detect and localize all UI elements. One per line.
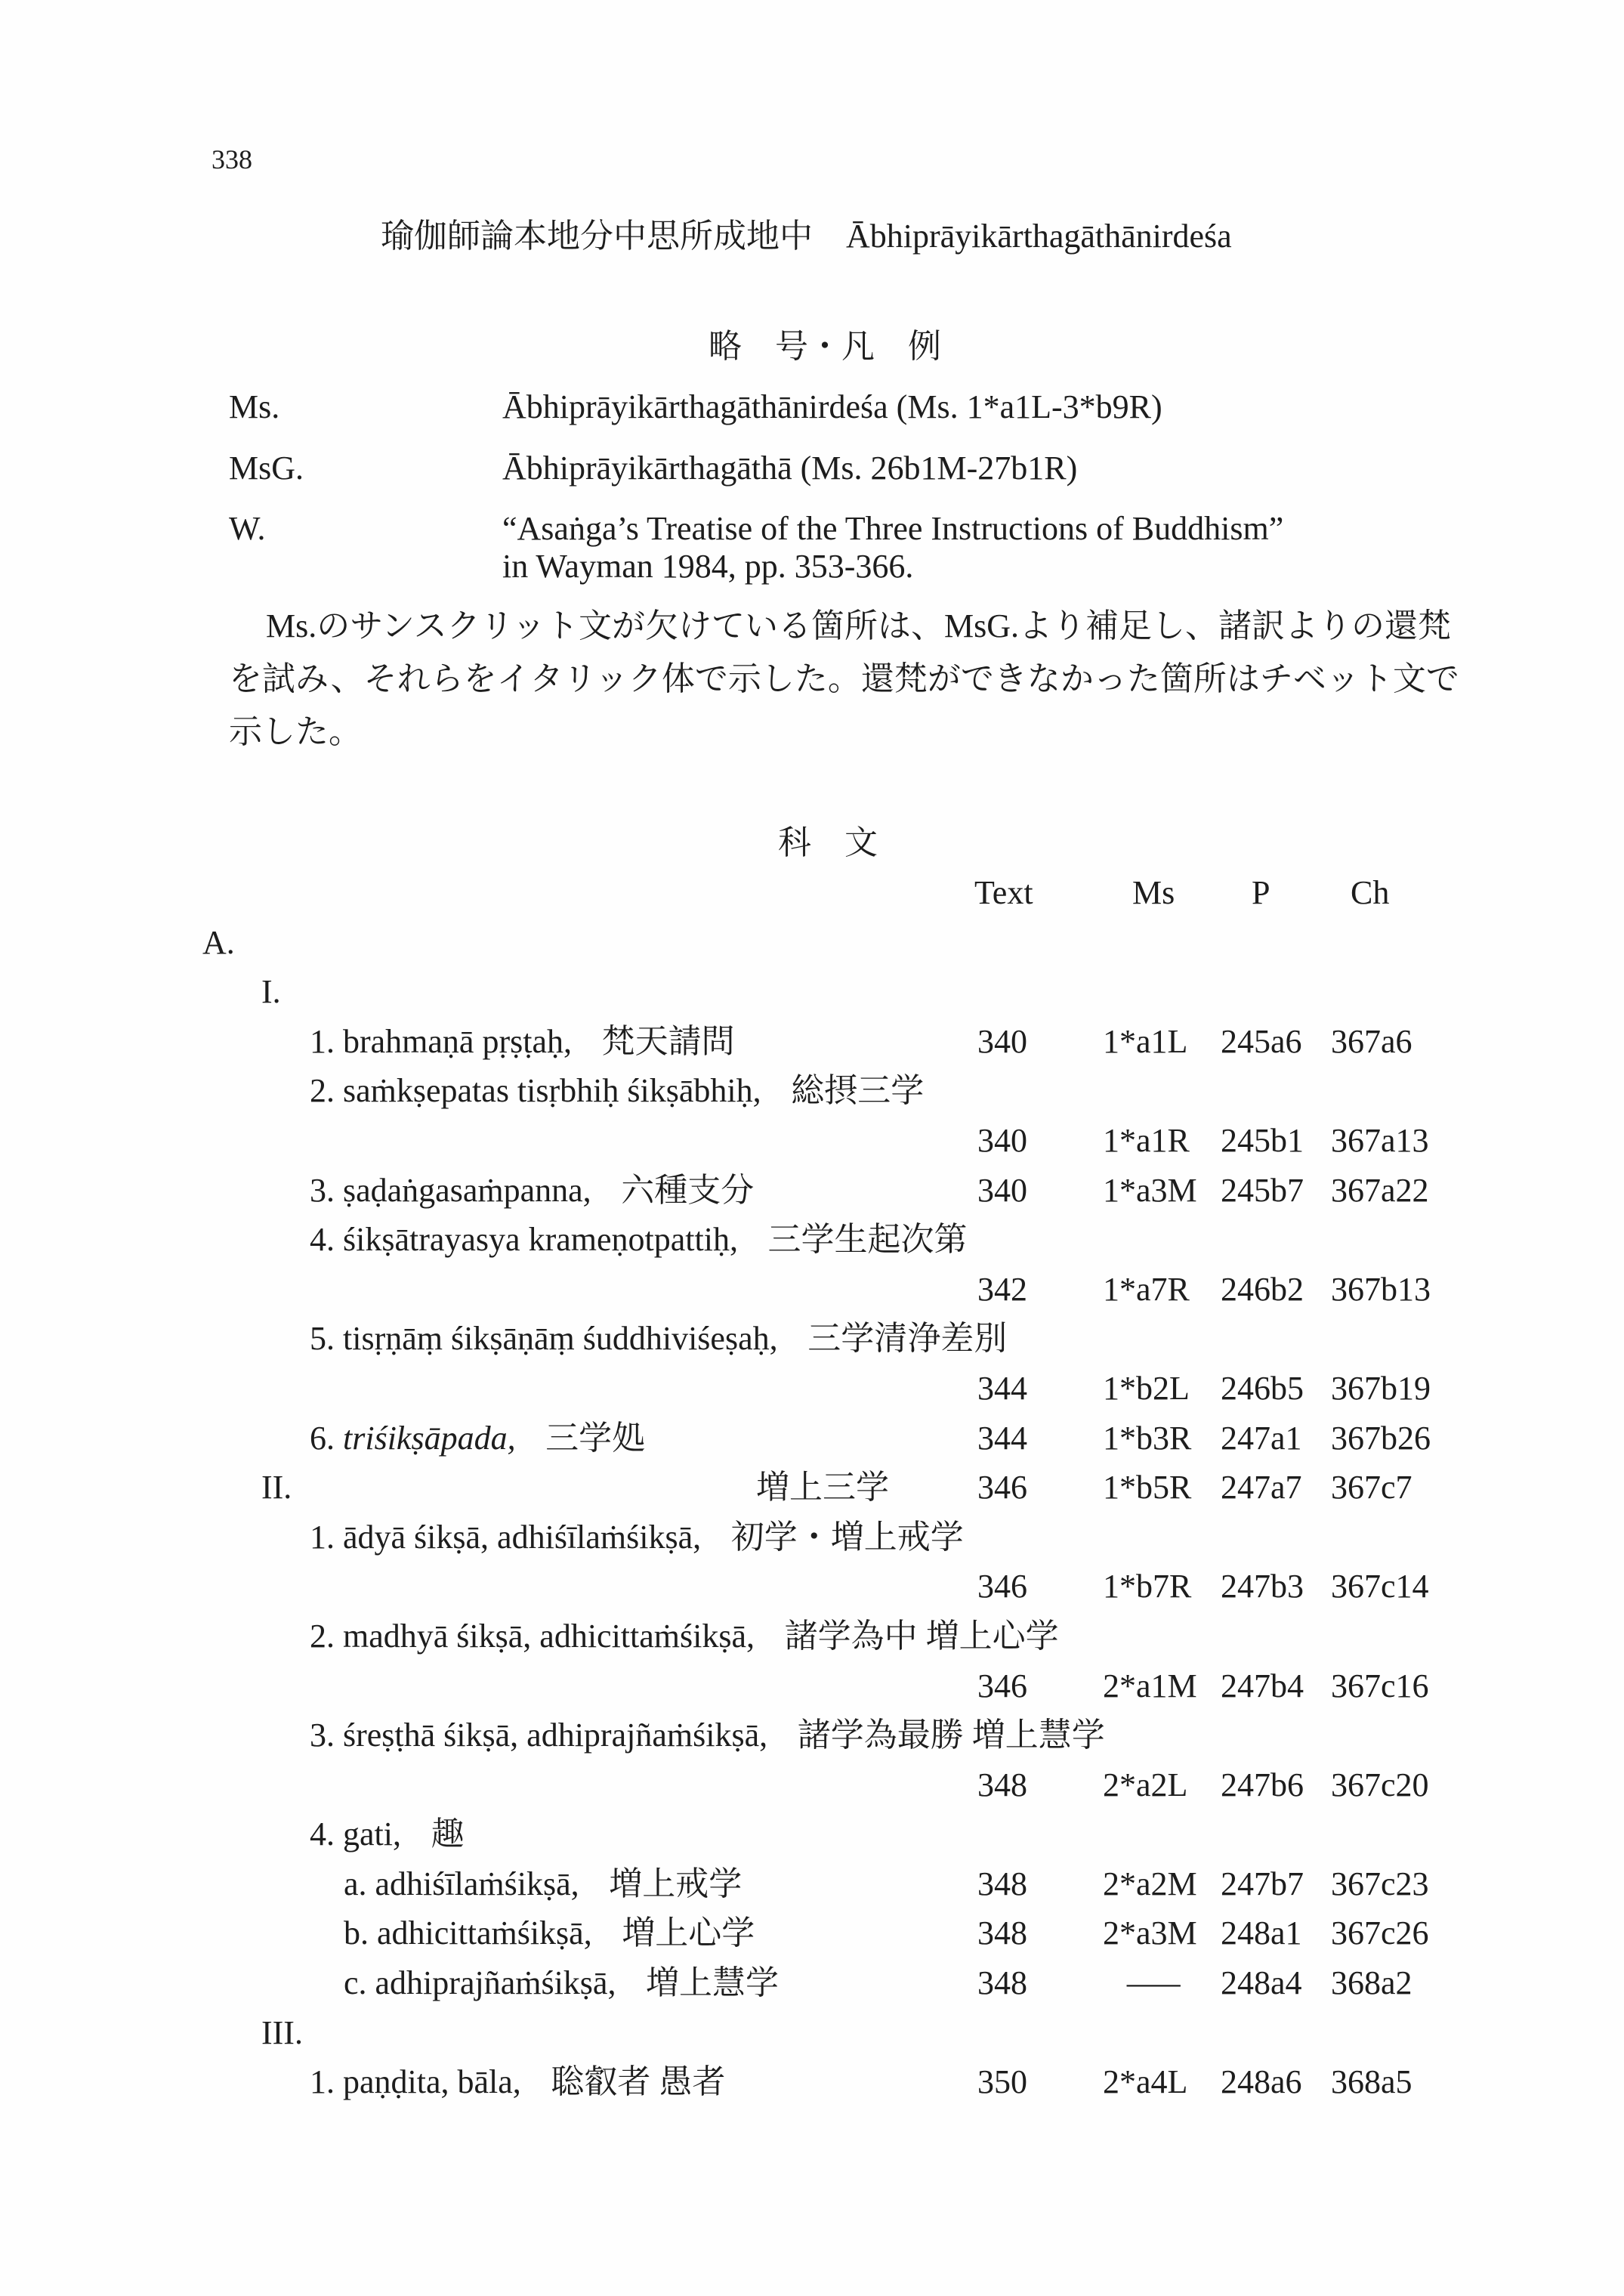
- ref-chinese: 367a13: [1331, 1121, 1429, 1159]
- ref-text-page: 344: [977, 1419, 1027, 1457]
- entry-number: 4.: [310, 1815, 335, 1853]
- abbreviations-heading: 略 号・凡 例: [709, 328, 941, 365]
- outline-subentry: [344, 1859, 742, 1909]
- ref-chinese: 368a2: [1331, 1964, 1413, 2002]
- ref-peking: 246b5: [1221, 1369, 1304, 1407]
- subentry-japanese: 増上慧学: [646, 1964, 780, 2002]
- ref-peking: 248a6: [1221, 2063, 1302, 2101]
- outline-refs-row: [0, 1116, 1624, 1166]
- ref-chinese: 367a6: [1331, 1022, 1413, 1060]
- abbreviation-description: [502, 450, 1077, 487]
- subentry-sanskrit: adhicittaṁśikṣā,: [377, 1914, 592, 1952]
- abbreviation-description-line: in Wayman 1984, pp. 353-366.: [502, 548, 914, 585]
- ref-text-page: 348: [977, 1865, 1027, 1902]
- chapter-row: [0, 967, 1624, 1017]
- outline-entry: [310, 1809, 465, 1859]
- abbreviation-description-line: “Asaṅga’s Treatise of the Three Instructions of Buddhism”: [502, 510, 1284, 547]
- ref-ms-folio: 1*a1L: [1103, 1022, 1188, 1060]
- title-sanskrit: Ābhiprāyikārthagāthānirdeśa: [846, 218, 1232, 255]
- subentry-sanskrit: adhiśīlaṁśikṣā,: [375, 1865, 579, 1902]
- note-line: Ms.のサンスクリット文が欠けている箇所は、MsG.より補足し、諸訳よりの還梵: [266, 607, 1451, 644]
- outline-entry: [310, 1066, 924, 1116]
- abbreviation-term: Ms.: [229, 388, 280, 425]
- synopsis-heading: 科 文: [778, 824, 878, 861]
- ref-text-page: 346: [977, 1667, 1027, 1704]
- ref-text-page: 346: [977, 1568, 1027, 1605]
- entry-number: 1.: [310, 1518, 335, 1556]
- ref-peking: 248a4: [1221, 1964, 1302, 2002]
- outline-refs-row: [0, 1760, 1624, 1810]
- abbreviation-description: [502, 510, 1283, 586]
- outline-entry: [310, 2057, 725, 2107]
- outline-refs-row: [0, 1661, 1624, 1711]
- ref-chinese: 367c23: [1331, 1865, 1429, 1902]
- ref-text-page: 346: [977, 1469, 1027, 1506]
- entry-japanese: 趣: [431, 1815, 465, 1853]
- outline-row: [0, 1612, 1624, 1661]
- ref-chinese: 367a22: [1331, 1171, 1429, 1209]
- subentry-letter: a.: [344, 1865, 367, 1902]
- entry-number: 3.: [310, 1171, 335, 1209]
- outline-entry: [310, 1166, 754, 1216]
- ref-peking: 247b4: [1221, 1667, 1304, 1704]
- column-header-text: Text: [974, 874, 1033, 911]
- ref-chinese: 367c26: [1331, 1914, 1429, 1952]
- chapter-row: [0, 1463, 1624, 1513]
- ref-peking: 247a1: [1221, 1419, 1302, 1457]
- ref-chinese: 367b19: [1331, 1369, 1431, 1407]
- ref-peking: 247b7: [1221, 1865, 1304, 1902]
- entry-number: 4.: [310, 1221, 335, 1259]
- entry-japanese: 梵天請問: [601, 1022, 735, 1060]
- outline-row: [0, 1710, 1624, 1760]
- outline-entry: [310, 1215, 968, 1265]
- ref-chinese: 367c20: [1331, 1766, 1429, 1803]
- ref-peking: 247b6: [1221, 1766, 1304, 1803]
- ref-peking: 245b7: [1221, 1171, 1304, 1209]
- outline-entry: [310, 1710, 1105, 1760]
- ref-peking: 245b1: [1221, 1121, 1304, 1159]
- outline-entry: [310, 1612, 1059, 1661]
- outline-entry: [310, 1017, 735, 1067]
- part-label: A.: [202, 923, 235, 961]
- entry-japanese: 諸学為最勝 増上慧学: [797, 1717, 1105, 1754]
- part-row: [0, 918, 1624, 968]
- ref-text-page: 348: [977, 1964, 1027, 2002]
- outline-row: [0, 1513, 1624, 1562]
- entry-sanskrit: brahmaṇā pṛṣṭaḥ,: [343, 1022, 572, 1060]
- ref-chinese: 367b13: [1331, 1270, 1431, 1308]
- subentry-letter: b.: [344, 1914, 369, 1952]
- outline-row: [0, 1215, 1624, 1265]
- entry-japanese: 聡叡者 愚者: [551, 2063, 726, 2101]
- entry-japanese: 三学清浄差別: [807, 1320, 1008, 1358]
- ref-ms-folio: 1*b3R: [1103, 1419, 1192, 1457]
- entry-number: 2.: [310, 1072, 335, 1110]
- ref-ms-folio: 2*a3M: [1103, 1914, 1197, 1952]
- ref-ms-folio: 1*b7R: [1103, 1568, 1192, 1605]
- abbreviation-term: W.: [229, 510, 266, 547]
- ref-chinese: 368a5: [1331, 2063, 1413, 2101]
- outline-row: [0, 1809, 1624, 1859]
- ref-peking: 246b2: [1221, 1270, 1304, 1308]
- ref-text-page: 340: [977, 1022, 1027, 1060]
- outline-row: [0, 1414, 1624, 1463]
- outline-subrow: [0, 1958, 1624, 2008]
- entry-sanskrit: madhyā śikṣā, adhicittaṁśikṣā,: [343, 1617, 755, 1655]
- outline-row: [0, 1314, 1624, 1364]
- ref-text-page: 350: [977, 2063, 1027, 2101]
- abbreviation-description-line: Ābhiprāyikārthagāthānirdeśa (Ms. 1*a1L-3*b9R): [502, 388, 1162, 425]
- abbreviation-description: [502, 388, 1162, 426]
- ref-text-page: 348: [977, 1766, 1027, 1803]
- outline-subentry: [344, 1958, 779, 2008]
- column-header-p: P: [1252, 874, 1270, 911]
- entry-sanskrit: tisṛṇāṃ śikṣāṇāṃ śuddhiviśeṣaḥ,: [343, 1320, 778, 1358]
- page-title: [381, 214, 1232, 259]
- ref-ms-folio: 1*a7R: [1103, 1270, 1190, 1308]
- note-line: 示した。: [229, 713, 362, 750]
- ref-ms-folio: 1*b2L: [1103, 1369, 1190, 1407]
- entry-sanskrit-reconstructed: triśikṣāpada,: [343, 1419, 516, 1457]
- entry-japanese: 諸学為中 増上心学: [784, 1617, 1059, 1655]
- entry-number: 1.: [310, 2063, 335, 2101]
- ref-peking: 245a6: [1221, 1022, 1302, 1060]
- ref-ms-folio: 2*a2L: [1103, 1766, 1188, 1803]
- subentry-letter: c.: [344, 1964, 367, 2002]
- outline-entry: [310, 1314, 1007, 1364]
- note-line: を試み、それらをイタリック体で示した。還梵ができなかった箇所はチベット文で: [229, 660, 1459, 697]
- outline-entry: [310, 1513, 964, 1562]
- ref-chinese: 367c14: [1331, 1568, 1429, 1605]
- chapter-label: I.: [261, 973, 281, 1011]
- column-header-ms: Ms: [1132, 874, 1175, 911]
- outline-subrow: [0, 1908, 1624, 1958]
- ref-ms-folio: 1*a3M: [1103, 1171, 1197, 1209]
- ref-text-page: 340: [977, 1121, 1027, 1159]
- entry-japanese: 六種支分: [621, 1171, 755, 1209]
- entry-sanskrit: paṇḍita, bāla,: [343, 2063, 521, 2101]
- chapter-japanese: 増上三学: [756, 1469, 889, 1506]
- chapter-row: [0, 2008, 1624, 2058]
- ref-chinese: 367c7: [1331, 1469, 1413, 1506]
- ref-text-page: 344: [977, 1369, 1027, 1407]
- outline-refs-row: [0, 1265, 1624, 1315]
- entry-sanskrit: śreṣṭhā śikṣā, adhiprajñaṁśikṣā,: [343, 1717, 768, 1754]
- ref-ms-folio: 1*a1R: [1103, 1121, 1190, 1159]
- outline-row: [0, 2057, 1624, 2107]
- ref-text-page: 342: [977, 1270, 1027, 1308]
- ref-chinese: 367b26: [1331, 1419, 1431, 1457]
- ref-chinese: 367c16: [1331, 1667, 1429, 1704]
- entry-sanskrit: ṣaḍaṅgasaṁpanna,: [343, 1171, 591, 1209]
- entry-number: 5.: [310, 1320, 335, 1358]
- page-number: 338: [211, 144, 252, 175]
- explanatory-note: [229, 600, 1459, 759]
- outline-subrow: [0, 1859, 1624, 1909]
- ref-ms-folio: 2*a4L: [1103, 2063, 1188, 2101]
- ref-ms-folio: 1*b5R: [1103, 1469, 1192, 1506]
- ref-peking: 247a7: [1221, 1469, 1302, 1506]
- outline-subentry: [344, 1908, 755, 1958]
- entry-japanese: 総摂三学: [791, 1072, 925, 1110]
- column-header-ch: Ch: [1351, 874, 1390, 911]
- outline-entry: [310, 1414, 645, 1463]
- subentry-japanese: 増上戒学: [609, 1865, 743, 1902]
- chapter-label: II.: [261, 1469, 292, 1506]
- abbreviation-term: MsG.: [229, 450, 304, 487]
- abbreviation-description-line: Ābhiprāyikārthagāthā (Ms. 26b1M-27b1R): [502, 450, 1078, 487]
- entry-japanese: 三学生起次第: [767, 1221, 968, 1259]
- outline-row: [0, 1017, 1624, 1067]
- entry-number: 3.: [310, 1717, 335, 1754]
- entry-number: 1.: [310, 1022, 335, 1060]
- subentry-sanskrit: adhiprajñaṁśikṣā,: [375, 1964, 616, 2002]
- outline-row: [0, 1166, 1624, 1216]
- ref-text-page: 348: [977, 1914, 1027, 1952]
- chapter-label: III.: [261, 2013, 303, 2051]
- column-header-row: [0, 868, 1624, 918]
- ref-peking: 248a1: [1221, 1914, 1302, 1952]
- entry-sanskrit: śikṣātrayasya krameṇotpattiḥ,: [343, 1221, 738, 1259]
- entry-sanskrit: gati,: [343, 1815, 401, 1853]
- subentry-japanese: 増上心学: [622, 1914, 755, 1952]
- title-japanese: 瑜伽師論本地分中思所成地中: [381, 218, 813, 255]
- ref-ms-folio-missing: —: [1127, 1964, 1181, 2002]
- ref-ms-folio: 2*a1M: [1103, 1667, 1197, 1704]
- outline-row: [0, 1066, 1624, 1116]
- ref-peking: 247b3: [1221, 1568, 1304, 1605]
- entry-japanese: 三学処: [545, 1419, 646, 1457]
- entry-sanskrit: ādyā śikṣā, adhiśīlaṁśikṣā,: [343, 1518, 702, 1556]
- entry-japanese: 初学・増上戒学: [730, 1518, 964, 1556]
- outline-refs-row: [0, 1364, 1624, 1414]
- entry-number: 2.: [310, 1617, 335, 1655]
- ref-text-page: 340: [977, 1171, 1027, 1209]
- ref-ms-folio: 2*a2M: [1103, 1865, 1197, 1902]
- outline-refs-row: [0, 1562, 1624, 1612]
- entry-number: 6.: [310, 1419, 335, 1457]
- entry-sanskrit: saṁkṣepatas tisṛbhiḥ śikṣābhiḥ,: [343, 1072, 761, 1110]
- synopsis-outline: [0, 868, 1624, 2107]
